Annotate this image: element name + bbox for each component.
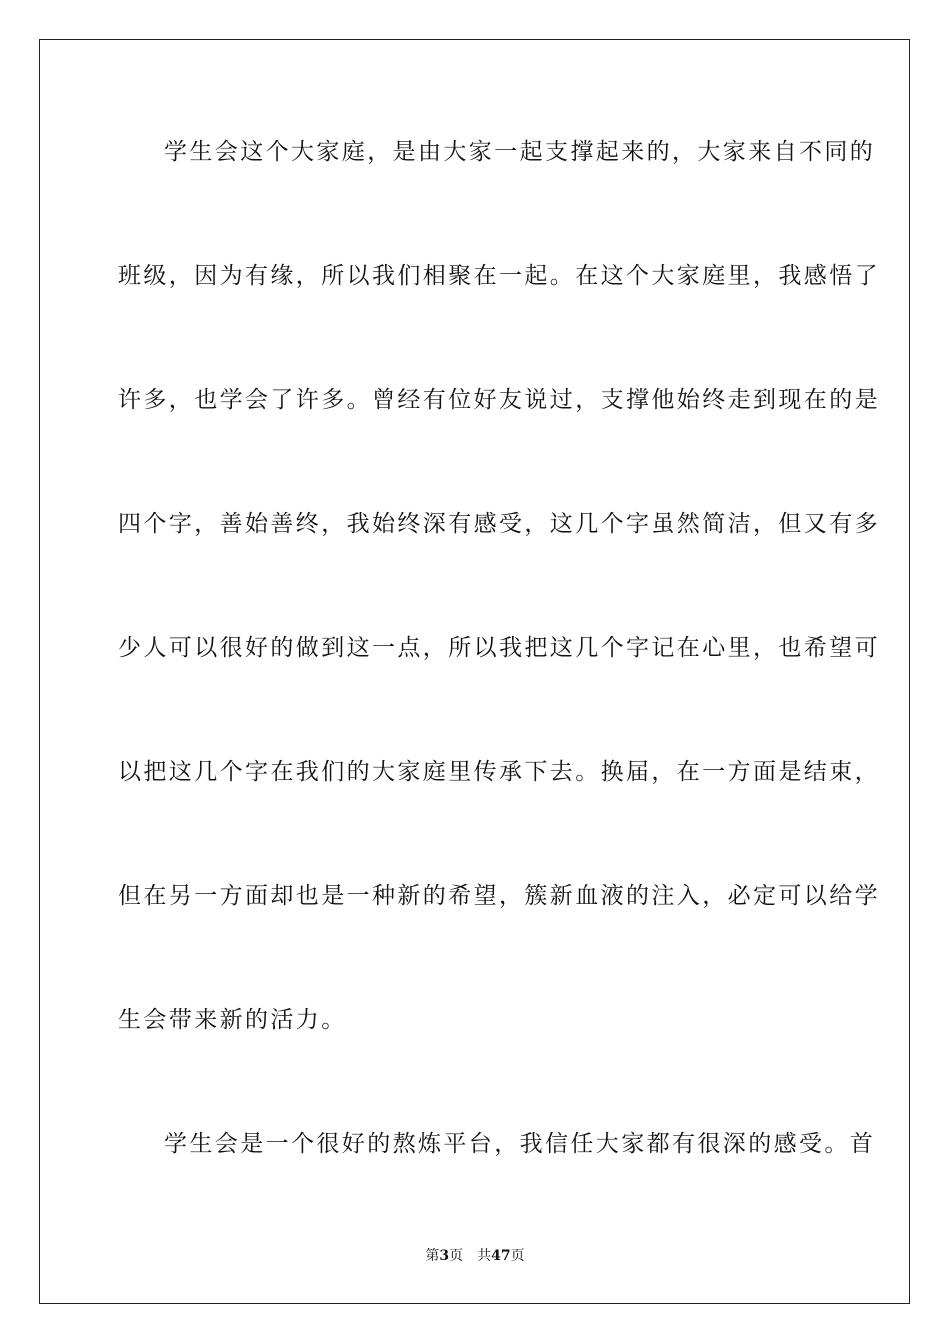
total-prefix: 共 xyxy=(477,1248,492,1264)
paragraph-line-8: 生会带来新的活力。 xyxy=(118,1007,347,1033)
page-number: 3 xyxy=(439,1248,450,1264)
page-suffix: 页 xyxy=(449,1248,464,1264)
paragraph-line-6: 以把这几个字在我们的大家庭里传承下去。换届，在一方面是结束， xyxy=(118,759,880,785)
paragraph-line-1: 学生会这个大家庭，是由大家一起支撑起来的，大家来自不同的 xyxy=(164,139,876,165)
total-pages: 47 xyxy=(491,1248,511,1264)
page-prefix: 第 xyxy=(425,1248,440,1264)
total-suffix: 页 xyxy=(510,1248,525,1264)
paragraph-line-7: 但在另一方面却也是一种新的希望，簇新血液的注入，必定可以给学 xyxy=(118,883,880,909)
page-frame xyxy=(39,39,910,1304)
paragraph-line-4: 四个字，善始善终，我始终深有感受，这几个字虽然简洁，但又有多 xyxy=(118,511,880,537)
page-footer xyxy=(0,1246,950,1266)
paragraph-line-3: 许多，也学会了许多。曾经有位好友说过，支撑他始终走到现在的是 xyxy=(118,387,880,413)
paragraph-line-5: 少人可以很好的做到这一点，所以我把这几个字记在心里，也希望可 xyxy=(118,635,880,661)
paragraph-line-9: 学生会是一个很好的熬炼平台，我信任大家都有很深的感受。首 xyxy=(164,1131,876,1157)
paragraph-line-2: 班级，因为有缘，所以我们相聚在一起。在这个大家庭里，我感悟了 xyxy=(118,263,880,289)
